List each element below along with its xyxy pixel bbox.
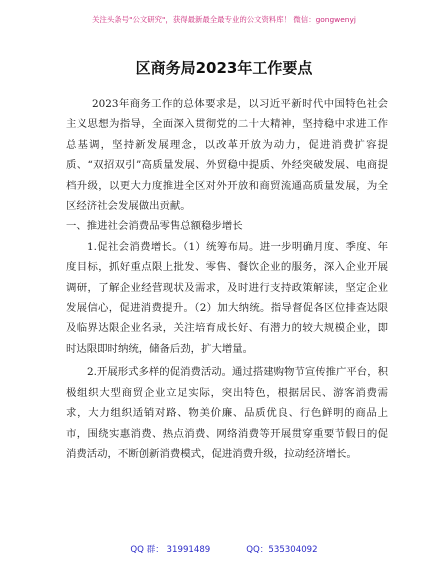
top-banner: 关注头条号"公文研究"，获得最新最全最专业的公文资料库！ 微信：gongwenyj	[92, 15, 356, 24]
footer	[0, 543, 448, 555]
document-body	[66, 94, 388, 464]
document-title: 区商务局2023年工作要点	[135, 59, 313, 77]
intro-paragraph: 2023年商务工作的总体要求是，以习近平新时代中国特色社会主义思想为指导，全面深入贯彻党的二十大精神，坚持稳中求进工作总基调，坚持新发展理念，以改革开放为动力，促进消费扩容提质、“双招双引”高质量发展、外贸稳中提质、外经突破发展、电商提档升级，以更大力度推进全区对外开放和商贸流通高质量发展，为全区经济社会发展做出贡献。	[66, 98, 388, 213]
footer-qq-number: QQ：535304092	[246, 545, 318, 555]
footer-qq-group: QQ 群： 31991489	[130, 545, 211, 555]
section-heading: 一、推进社会消费品零售总额稳步增长	[66, 220, 243, 233]
paragraph-2: 2.开展形式多样的促消费活动。通过搭建购物节宣传推广平台，积极组织大型商贸企业立足实际，突出特色，根据居民、游客消费需求，大力组织适销对路、物美价廉、品质优良、行色鲜明的商品上市，围绕实惠消费、热点消费、网络消费等开展贯穿重要节假日的促消费活动，不断创新消费模式，促进消费升级，拉动经济增长。	[66, 366, 388, 460]
paragraph-1: 1.促社会消费增长。（1）统筹布局。进一步明确月度、季度、年度目标，抓好重点限上批发、零售、餐饮企业的服务，深入企业开展调研，了解企业经营现状及需求，及时进行支持政策解读，坚定企业发展信心，促进消费提升。（2）加大纳统。指导督促各区位排查达限及临界达限企业名录，关注培育成长好、有潜力的较大规模企业，即时达限即时纳统，储备后劲，扩大增量。	[66, 240, 388, 355]
